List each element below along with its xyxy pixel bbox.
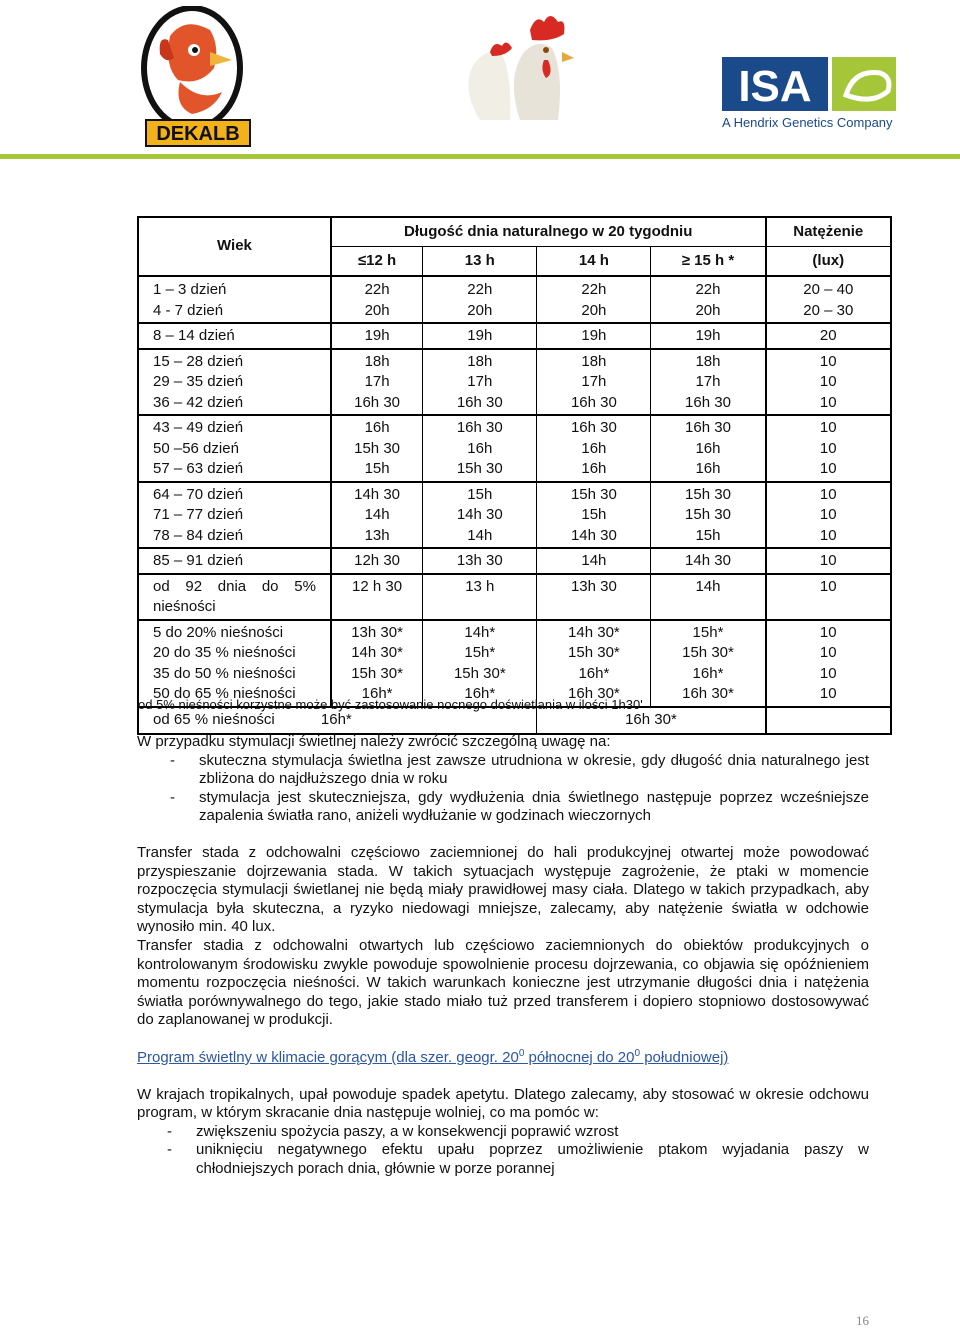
value-cell: 14h 30 [651,548,766,574]
value-cell: 18h [651,349,766,373]
value-cell: 15h 30* [331,664,423,685]
page-number: 16 [856,1313,869,1328]
value-cell: 15h 30 [651,505,766,526]
lux-cell: 10 [819,664,837,682]
value-cell: 22h [331,276,423,301]
value-cell: 13 h [423,574,537,620]
lux-cell: 10 [766,684,891,707]
paragraph: Transfer stada z odchowalni częściowo zaciemnionej do hali produkcyjnej otwartej może powodować przyspieszanie dojrzewania stada. W takich sytuacjach występuje zagrożenie, że ptaki w momencie rozpoczęcia stymulacji świetlanej nie będą miały prawidłowej masy ciała. Dlatego w takich przypadkach, aby stymulacja była skuteczna, a ryzyko niedowagi mniejsze, zalecamy, aby natężenie światła w odchowie wynosiło min. 40 lux. [137,844,869,936]
value-cell: 16h [651,459,766,482]
value-cell: 20h [423,301,537,324]
value-cell: 13h [331,526,423,549]
value-cell: 16h 30 [537,393,651,416]
table-row [138,620,891,644]
value-cell: 14h [651,574,766,620]
value-cell: 14h 30 [537,526,651,549]
value-cell: 12h 30 [331,548,423,574]
value-cell: 16h 30 [331,393,423,416]
value-cell: 19h [331,323,423,349]
lux-cell: 10 [819,352,837,370]
heading-superscript: 0 [634,1048,641,1059]
value-cell: 16h* [651,664,766,685]
value-cell: 16h 30 [651,393,766,416]
lux-cell: 20 – 30 [766,301,891,324]
value-cell: 15h [331,459,423,482]
heading-part: północnej do 20 [524,1049,635,1066]
value-cell: 18h [537,349,651,373]
value-cell: 16h 30* [537,684,651,707]
value-cell: 19h [651,323,766,349]
value-cell: 14h [537,548,651,574]
lux-cell: 10 [819,373,837,390]
section-intro: W krajach tropikalnych, upał powoduje spadek apetytu. Dlatego zalecamy, aby stosować w okresie odchowu program, w którym skracanie dnia następuje wolniej, co ma pomóc w: [137,1085,869,1122]
lux-cell: 10 [766,393,891,416]
value-cell: 16h* [320,710,352,728]
value-cell: 13h 30* [331,620,423,644]
value-cell: 14h 30* [537,620,651,644]
value-cell: 17h [423,372,537,393]
value-cell: 22h [537,276,651,301]
value-cell: 14h 30* [331,643,423,664]
value-cell: 15h 30 [423,459,537,482]
table-row [138,643,891,664]
age-cell: od 92 dnia do 5% nieśności [138,574,331,620]
value-cell: 16h 30 [651,415,766,439]
age-cell: 29 – 35 dzień [138,372,331,393]
lux-cell: 10 [819,623,837,641]
header-divider [0,154,960,159]
age-cell: 85 – 91 dzień [138,548,331,574]
value-cell: 16h [537,439,651,460]
age-cell: 35 do 50 % nieśności [138,664,331,685]
hens-image [440,8,580,120]
isa-logo-mark [722,55,902,113]
value-cell: 14h 30 [423,505,537,526]
value-cell: 13h 30 [537,574,651,620]
table-row [138,526,891,549]
age-cell: 15 – 28 dzień [138,349,331,373]
value-cell: 13h 30 [423,548,537,574]
table-row [138,459,891,482]
value-cell: 20h [537,301,651,324]
value-cell: 16h 30 [423,415,537,439]
section-light-stimulation [137,733,869,826]
lux-cell [766,707,891,735]
value-cell: 15h 30 [537,482,651,506]
age-cell: 50 do 65 % nieśności [138,684,331,707]
heading-superscript: 0 [518,1048,525,1059]
table-row [138,323,891,349]
table-row [138,372,891,393]
value-cell: 17h [537,372,651,393]
value-cell: 18h [423,349,537,373]
isa-tagline: A Hendrix Genetics Company [722,115,893,130]
section-intro: W przypadku stymulacji świetlnej należy zwrócić szczególną uwagę na: [137,733,611,750]
section-transfer [137,844,869,1030]
value-cell: 15h [537,505,651,526]
age-cell: od 65 % nieśności [153,710,275,728]
value-cell: 15h 30 [651,482,766,506]
value-cell: 16h 30 [537,415,651,439]
list-item: - uniknięciu negatywnego efektu upału poprzez umożliwienie ptakom wyjadania paszy w chłodniejszych porach dnia, głównie w porze porannej [137,1141,869,1178]
col-header: 14 h [537,247,651,277]
age-cell: 1 – 3 dzień [138,276,331,301]
value-cell: 16h 30* [537,707,766,735]
value-cell: 22h [423,276,537,301]
table-body [138,276,891,734]
table-row [138,439,891,460]
value-cell: 15h 30 [331,439,423,460]
list-item: - skuteczna stymulacja świetlna jest zawsze utrudniona w okresie, gdy długość dnia naturalnego jest zbliżona do najdłuższego dnia w roku [137,752,869,789]
table-row [138,301,891,324]
paragraph: Transfer stadia z odchowalni otwartych lub częściowo zaciemnionych do obiektów produkcyjnych o kontrolowanym środowisku zwykle powoduje spowolnienie procesu dojrzewania, co objawia się opóźnieniem momentu rozpoczęcia nieśności. W takich warunkach konieczne jest utrzymanie długości dnia i natężenia światła porównywalnego do tego, jakie stado miało tuż przed transferem i dopiero stopniowo dostosowywać do zaplanowanej w produkcji. [137,936,869,1029]
value-cell: 16h [537,459,651,482]
value-cell: 17h [651,372,766,393]
lighting-program-table [137,216,892,735]
table-row [138,574,891,620]
value-cell: 14h 30 [331,482,423,506]
lux-cell: 10 [819,439,837,457]
col-header: ≥ 15 h * [651,247,766,277]
age-cell: 64 – 70 dzień [138,482,331,506]
col-header: ≤12 h [331,247,423,277]
section-hot-climate [137,1045,869,1179]
table-row [138,664,891,685]
value-cell: 16h 30 [423,393,537,416]
table-footnote: od 5% nieśności korzystne może być zastosowanie nocnego doświetlania w ilości 1h30' [138,697,643,712]
heading-part: Program świetlny w klimacie gorącym (dla szer. geogr. 20 [137,1049,519,1066]
section-heading-link[interactable] [137,1045,869,1068]
table-row [138,276,891,301]
intensity-unit: (lux) [812,251,845,269]
value-cell: 15h 30* [537,643,651,664]
value-cell: 19h [423,323,537,349]
value-cell: 16h* [331,684,423,707]
value-cell: 16h* [537,664,651,685]
lux-cell: 10 [819,419,837,436]
value-cell: 18h [331,349,423,373]
value-cell: 15h* [423,643,537,664]
age-cell: 4 - 7 dzień [138,301,331,324]
value-cell: 16h 30* [651,684,766,707]
list-item: - stymulacja jest skuteczniejsza, gdy wydłużenia dnia świetlnego następuje poprzez wcześniejsze zapalenia światła rano, aniżeli wydłużanie w godzinach wieczornych [137,789,869,826]
lux-cell: 10 [766,548,891,574]
age-cell: 50 –56 dzień [138,439,331,460]
age-cell: 71 – 77 dzień [138,505,331,526]
table-row [138,548,891,574]
value-cell: 17h [331,372,423,393]
age-cell: 43 – 49 dzień [138,415,331,439]
value-cell: 12 h 30 [331,574,423,620]
heading-part: południowej) [640,1049,729,1066]
bullet-list [137,1123,869,1179]
isa-logo-text: ISA [738,62,812,111]
table-row [138,415,891,439]
lux-cell: 10 [819,485,837,503]
bullet-list [137,752,869,826]
age-cell: 78 – 84 dzień [138,526,331,549]
lux-cell: 10 [766,459,891,482]
lux-cell: 10 [819,644,837,661]
value-cell: 16h* [423,684,537,707]
value-cell: 15h 30* [423,664,537,685]
value-cell: 15h [651,526,766,549]
isa-logo [722,55,902,135]
value-cell: 15h [423,482,537,506]
lux-cell: 10 [766,574,891,620]
value-cell: 15h 30* [651,643,766,664]
lux-cell: 20 [766,323,891,349]
page-header [0,0,960,160]
value-cell: 22h [651,276,766,301]
table-row [138,505,891,526]
lux-cell: 10 [766,526,891,549]
age-cell: 5 do 20% nieśności [138,620,331,644]
value-cell: 19h [537,323,651,349]
value-cell: 20h [331,301,423,324]
value-cell: 15h* [651,620,766,644]
lux-cell: 20 – 40 [803,281,854,298]
value-cell: 14h [331,505,423,526]
lux-cell: 10 [819,506,837,523]
day-length-header: Długość dnia naturalnego w 20 tygodniu [331,217,766,247]
age-cell: 8 – 14 dzień [138,323,331,349]
table-row [138,482,891,506]
age-cell: 57 – 63 dzień [138,459,331,482]
age-cell: 20 do 35 % nieśności [138,643,331,664]
table-row [138,393,891,416]
value-cell: 16h [331,415,423,439]
value-cell: 20h [651,301,766,324]
list-item: - zwiększeniu spożycia paszy, a w konsekwencji poprawić wzrost [137,1123,869,1142]
dekalb-logo-text: DEKALB [156,123,240,145]
age-cell: 36 – 42 dzień [138,393,331,416]
table-row [138,349,891,373]
value-cell: 14h* [423,620,537,644]
value-cell: 16h [651,439,766,460]
value-cell: 14h [423,526,537,549]
value-cell: 16h [423,439,537,460]
age-header: Wiek [138,217,331,276]
intensity-header: Natężenie [793,222,864,240]
dekalb-logo [140,6,252,148]
col-header: 13 h [423,247,537,277]
